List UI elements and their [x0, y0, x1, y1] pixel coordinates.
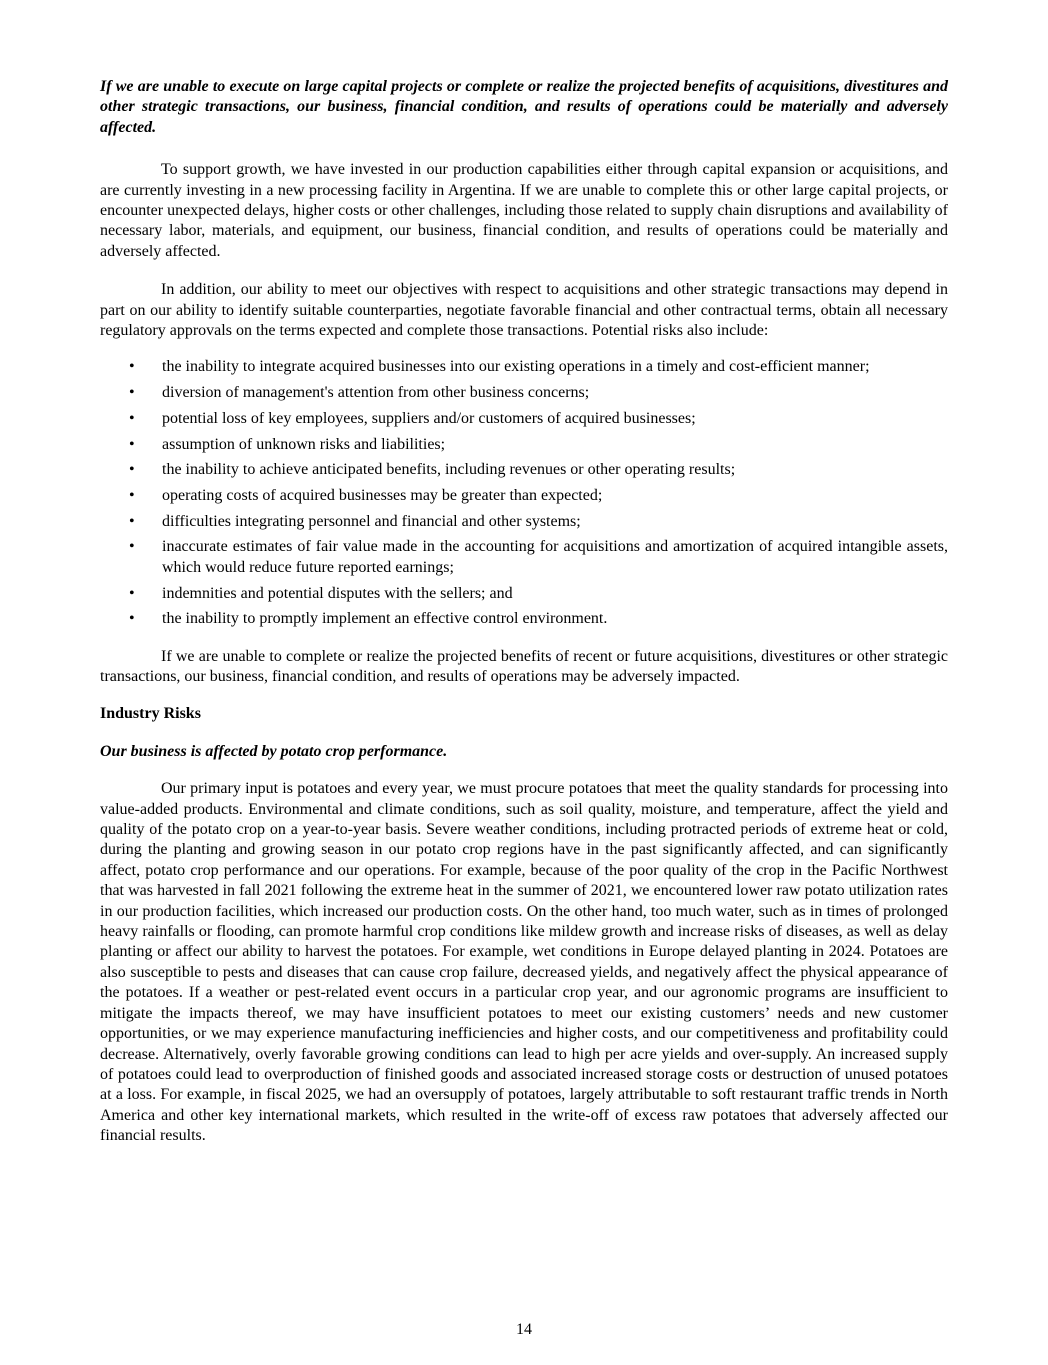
- bullet-glyph: •: [129, 486, 135, 504]
- risk-factor-heading-capital-projects: If we are unable to execute on large capital projects or complete or realize the projected benefits of acquisitions, divestitures and other strategic transactions, our business, financial condition, and results of operations could be materially and adversely affected.: [100, 78, 948, 136]
- bullet-glyph: •: [129, 435, 135, 453]
- potential-risks-list: [100, 357, 948, 629]
- bullet-glyph: •: [129, 384, 135, 402]
- list-item-text: diversion of management's attention from other business concerns;: [162, 384, 590, 402]
- list-item: [100, 383, 948, 403]
- list-item: [100, 409, 948, 429]
- list-item: [100, 435, 948, 455]
- list-item-text: difficulties integrating personnel and financial and other systems;: [162, 512, 581, 530]
- bullet-glyph: •: [129, 610, 135, 628]
- bullet-glyph: •: [129, 461, 135, 479]
- list-item-text: the inability to integrate acquired businesses into our existing operations in a timely and cost-efficient manner;: [162, 358, 870, 376]
- list-item-text: assumption of unknown risks and liabilities;: [162, 435, 446, 453]
- paragraph-primary-input: Our primary input is potatoes and every year, we must procure potatoes that meet the quality standards for processing into value-added products. Environmental and climate conditions, such as soil quality, moisture, and temperature, affect the yield and quality of the potato crop on a year-to-year basis. Severe weather conditions, including protracted periods of extreme heat or cold, during the planting and growing season in our potato crop regions have in the past significantly affected, and can significantly affect, potato crop performance and our operations. For example, because of the poor quality of the crop in the Pacific Northwest that was harvested in fall 2021 following the extreme heat in the summer of 2021, we encountered lower raw potato utilization rates in our production facilities, which increased our production costs. On the other hand, too much water, such as in times of prolonged heavy rainfalls or flooding, can promote harmful crop conditions like mildew growth and increase risks of diseases, as well as delay planting or affect our ability to harvest the potatoes. For example, wet conditions in Europe delayed planting in 2024. Potatoes are also susceptible to pests and diseases that can cause crop failure, decreased yields, and negatively affect the physical appearance of the potatoes. If a weather or pest-related event occurs in a particular crop year, and our agronomic programs are insufficient to mitigate the impacts thereof, we may have insufficient potatoes to meet our existing customers’ needs and new customer opportunities, or we may experience manufacturing inefficiencies and higher costs, and our competitiveness and profitability could decrease. Alternatively, overly favorable growing conditions can lead to high per acre yields and over-supply. An increased supply of potatoes could lead to overproduction of finished goods and associated increased storage costs or destruction of unused potatoes at a loss. For example, in fiscal 2025, we had an oversupply of potatoes, largely attributable to soft restaurant traffic trends in North America and other key international markets, which resulted in the write-off of excess raw potatoes that adversely affected our financial results.: [100, 780, 948, 1145]
- paragraph-support-growth: To support growth, we have invested in our production capabilities either through capital expansion or acquisitions, and are currently investing in a new processing facility in Argentina. If we are unable to complete this or other large capital projects, or encounter unexpected delays, higher costs or other challenges, including those related to supply chain disruptions and availability of necessary labor, materials, and equipment, our business, financial condition, and results of operations could be materially and adversely affected.: [100, 161, 948, 260]
- risk-factor-heading-potato-crop: Our business is affected by potato crop performance.: [100, 742, 448, 760]
- list-item-text: potential loss of key employees, suppliers and/or customers of acquired businesses;: [162, 409, 696, 427]
- bullet-glyph: •: [129, 409, 135, 427]
- list-item-text: the inability to achieve anticipated benefits, including revenues or other operating results;: [162, 461, 736, 479]
- list-item-text: inaccurate estimates of fair value made in the accounting for acquisitions and amortization of acquired intangible assets, which would reduce future reported earnings;: [162, 538, 948, 576]
- page-number: 14: [516, 1321, 532, 1338]
- list-item: [100, 537, 948, 578]
- list-item: [100, 486, 948, 506]
- list-item: [100, 512, 948, 532]
- list-item-text: indemnities and potential disputes with the sellers; and: [162, 584, 513, 602]
- list-item: [100, 584, 948, 604]
- paragraph-unable-to-complete: If we are unable to complete or realize the projected benefits of recent or future acquisitions, divestitures or other strategic transactions, our business, financial condition, and results of operations may be adversely impacted.: [100, 647, 948, 686]
- list-item: [100, 609, 948, 629]
- bullet-glyph: •: [129, 358, 135, 376]
- list-item: [100, 460, 948, 480]
- list-item: [100, 357, 948, 377]
- section-title-industry-risks: Industry Risks: [100, 705, 201, 723]
- list-item-text: the inability to promptly implement an effective control environment.: [162, 610, 608, 628]
- bullet-glyph: •: [129, 584, 135, 602]
- document-page: [100, 77, 948, 1147]
- paragraph-acquisition-objectives: In addition, our ability to meet our objectives with respect to acquisitions and other strategic transactions may depend in part on our ability to identify suitable counterparties, negotiate favorable financial and other contractual terms, obtain all necessary regulatory approvals on the terms expected and complete those transactions. Potential risks also include:: [100, 281, 948, 340]
- bullet-glyph: •: [129, 538, 135, 556]
- bullet-glyph: •: [129, 512, 135, 530]
- list-item-text: operating costs of acquired businesses may be greater than expected;: [162, 486, 603, 504]
